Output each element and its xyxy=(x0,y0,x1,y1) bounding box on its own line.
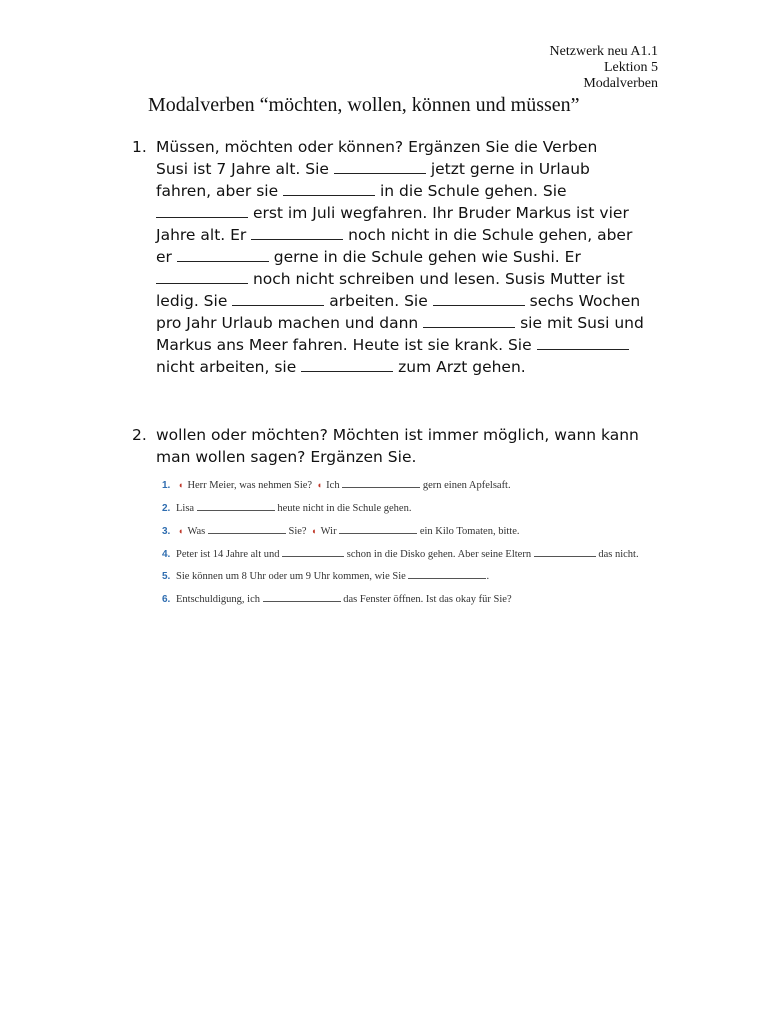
text-fragment: Entschuldigung, ich xyxy=(176,593,260,605)
task-1-line xyxy=(156,158,672,180)
task-1-line xyxy=(156,224,672,246)
text-fragment: Jahre alt. Er xyxy=(156,226,247,244)
exercise-item-4 xyxy=(162,544,712,567)
task-1-heading: Müssen, möchten oder können? Ergänzen Sie die Verben xyxy=(156,138,598,156)
text-fragment: gerne in die Schule gehen wie Sushi. Er xyxy=(273,248,581,266)
text-fragment: heute nicht in die Schule gehen. xyxy=(277,502,412,514)
speaker-bullet-icon: ◖ xyxy=(316,480,323,490)
task-1-line xyxy=(156,356,672,378)
text-fragment: Ich xyxy=(326,480,340,491)
text-fragment: pro Jahr Urlaub machen und dann xyxy=(156,314,419,332)
blank-gap[interactable] xyxy=(433,291,525,306)
blank-gap[interactable] xyxy=(156,269,248,284)
task-1 xyxy=(132,136,672,378)
text-fragment: in die Schule gehen. Sie xyxy=(380,182,567,200)
blank-gap[interactable] xyxy=(301,357,393,372)
exercise-item-5 xyxy=(162,566,712,589)
text-fragment: arbeiten. Sie xyxy=(329,292,428,310)
task-1-line xyxy=(156,334,672,356)
speaker-bullet-icon: ◖ xyxy=(178,526,184,536)
task-1-number: 1. xyxy=(132,138,147,156)
task-1-line xyxy=(156,268,672,290)
text-fragment: ein Kilo Tomaten, bitte. xyxy=(419,526,520,537)
text-fragment: erst im Juli wegfahren. Ihr Bruder Markus ist vier xyxy=(252,204,629,222)
text-fragment: er xyxy=(156,248,172,266)
blank-gap[interactable] xyxy=(251,225,343,240)
text-fragment: noch nicht schreiben und lesen. Susis Mutter ist xyxy=(252,270,625,288)
blank-gap[interactable] xyxy=(156,203,248,218)
task-1-body xyxy=(156,136,672,378)
course-name: Netzwerk neu A1.1 xyxy=(549,44,658,59)
exercise-item-6 xyxy=(162,589,712,612)
document-header xyxy=(550,44,658,92)
task-2-body xyxy=(156,424,672,468)
text-fragment: sechs Wochen xyxy=(529,292,641,310)
blank-gap[interactable] xyxy=(537,335,629,350)
topic-name: Modalverben xyxy=(583,76,658,91)
task-1-line xyxy=(156,290,672,312)
task-1-line xyxy=(156,180,672,202)
blank-gap[interactable] xyxy=(232,291,324,306)
item-number: 4. xyxy=(162,548,171,560)
item-number: 3. xyxy=(162,526,171,537)
blank-gap[interactable] xyxy=(534,547,596,557)
blank-gap[interactable] xyxy=(283,181,375,196)
blank-gap[interactable] xyxy=(342,478,420,488)
text-fragment: Peter ist 14 Jahre alt und xyxy=(176,548,280,560)
item-number: 5. xyxy=(162,571,171,582)
text-fragment: Wir xyxy=(320,526,337,537)
text-fragment: gern einen Apfelsaft. xyxy=(422,480,511,491)
item-number: 2. xyxy=(162,502,171,514)
task-2-heading-line-2: man wollen sagen? Ergänzen Sie. xyxy=(156,448,417,466)
task-2-number: 2. xyxy=(132,426,147,444)
text-fragment: noch nicht in die Schule gehen, aber xyxy=(348,226,633,244)
exercise-item-2 xyxy=(162,498,712,521)
exercise-image-list xyxy=(162,474,712,611)
text-fragment: nicht arbeiten, sie xyxy=(156,358,297,376)
blank-gap[interactable] xyxy=(339,524,417,534)
text-fragment: Lisa xyxy=(176,502,195,514)
blank-gap[interactable] xyxy=(282,547,344,557)
text-fragment: . xyxy=(486,571,490,582)
blank-gap[interactable] xyxy=(197,501,275,511)
text-fragment: Susi ist 7 Jahre alt. Sie xyxy=(156,160,329,178)
task-2-heading-line-1: wollen oder möchten? Möchten ist immer möglich, wann kann xyxy=(156,426,639,444)
text-fragment: schon in die Disko gehen. Aber seine Eltern xyxy=(346,548,532,560)
task-2 xyxy=(132,424,672,468)
blank-gap[interactable] xyxy=(263,592,341,602)
item-number: 6. xyxy=(162,593,171,605)
blank-gap[interactable] xyxy=(408,569,486,579)
task-1-line xyxy=(156,202,672,224)
text-fragment: Sie können um 8 Uhr oder um 9 Uhr kommen, wie Sie xyxy=(176,571,406,582)
lesson-number: Lektion 5 xyxy=(603,60,658,75)
blank-gap[interactable] xyxy=(177,247,269,262)
blank-gap[interactable] xyxy=(208,524,286,534)
exercise-item-3 xyxy=(162,520,712,544)
text-fragment: das Fenster öffnen. Ist das okay für Sie? xyxy=(343,593,512,605)
text-fragment: das nicht. xyxy=(598,548,639,560)
blank-gap[interactable] xyxy=(334,159,426,174)
text-fragment: Markus ans Meer fahren. Heute ist sie krank. Sie xyxy=(156,336,532,354)
speaker-bullet-icon: ◖ xyxy=(311,526,317,536)
task-1-line xyxy=(156,312,672,334)
exercise-item-1 xyxy=(162,474,712,498)
text-fragment: fahren, aber sie xyxy=(156,182,279,200)
text-fragment: Sie? xyxy=(288,526,307,537)
worksheet-title: Modalverben “möchten, wollen, können und müssen” xyxy=(148,94,580,116)
speaker-bullet-icon: ◖ xyxy=(178,480,184,490)
text-fragment: sie mit Susi und xyxy=(520,314,644,332)
text-fragment: Was xyxy=(187,526,206,537)
task-1-line xyxy=(156,246,672,268)
text-fragment: jetzt gerne in Urlaub xyxy=(430,160,590,178)
text-fragment: zum Arzt gehen. xyxy=(398,358,526,376)
item-number: 1. xyxy=(162,480,171,491)
text-fragment: Herr Meier, was nehmen Sie? xyxy=(187,480,313,491)
blank-gap[interactable] xyxy=(423,313,515,328)
text-fragment: ledig. Sie xyxy=(156,292,228,310)
